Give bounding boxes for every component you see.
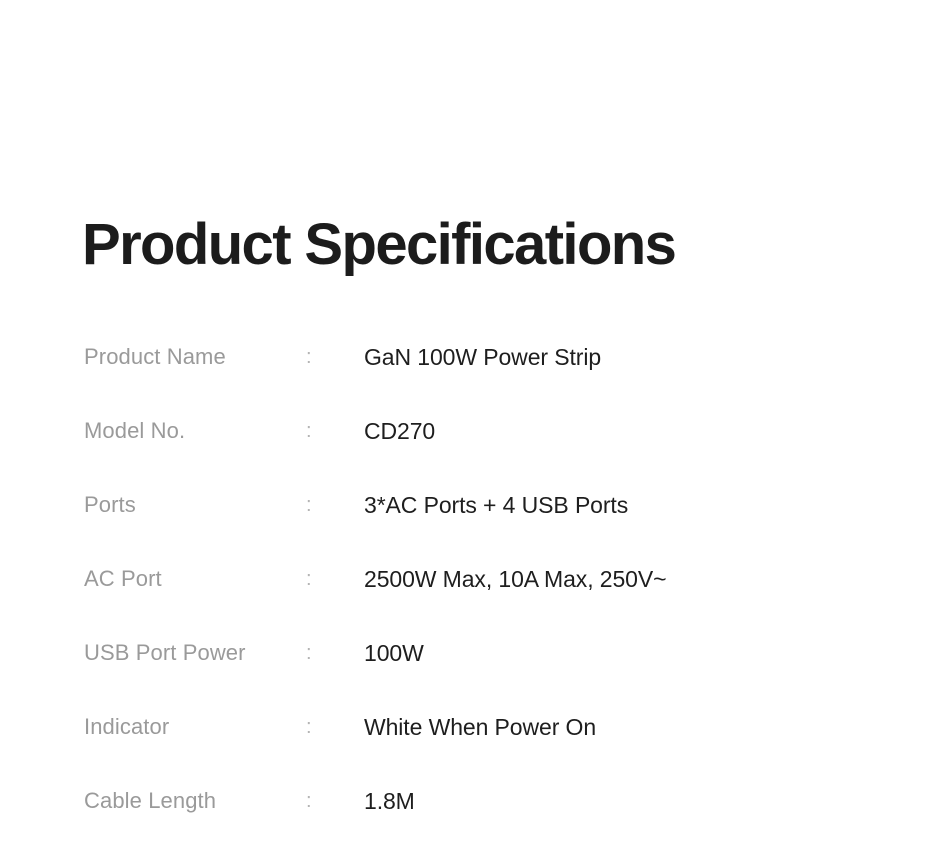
table-row bbox=[84, 616, 884, 690]
table-row bbox=[84, 542, 884, 616]
table-row bbox=[84, 468, 884, 542]
page-title: Product Specifications bbox=[82, 211, 676, 277]
spec-value-model-no: CD270 bbox=[364, 417, 436, 444]
specifications-table bbox=[84, 320, 884, 838]
spec-separator: : bbox=[306, 493, 312, 516]
spec-value-indicator: White When Power On bbox=[364, 713, 597, 740]
spec-label-indicator: Indicator bbox=[84, 714, 170, 739]
table-row bbox=[84, 690, 884, 764]
spec-value-ac-port: 2500W Max, 10A Max, 250V~ bbox=[364, 565, 667, 592]
spec-separator: : bbox=[306, 345, 312, 368]
spec-separator: : bbox=[306, 567, 312, 590]
specifications-table-body bbox=[84, 320, 884, 838]
spec-separator: : bbox=[306, 715, 312, 738]
spec-label-cable-length: Cable Length bbox=[84, 788, 217, 813]
spec-label-ac-port: AC Port bbox=[84, 566, 162, 591]
spec-separator: : bbox=[306, 641, 312, 664]
spec-value-cable-length: 1.8M bbox=[364, 787, 415, 814]
spec-separator: : bbox=[306, 789, 312, 812]
spec-value-ports: 3*AC Ports + 4 USB Ports bbox=[364, 491, 629, 518]
spec-value-usb-port-power: 100W bbox=[364, 639, 424, 666]
spec-label-usb-port-power: USB Port Power bbox=[84, 640, 246, 665]
spec-value-product-name: GaN 100W Power Strip bbox=[364, 343, 602, 370]
table-row bbox=[84, 394, 884, 468]
spec-label-ports: Ports bbox=[84, 492, 136, 517]
table-row bbox=[84, 320, 884, 394]
table-row bbox=[84, 764, 884, 838]
spec-label-model-no: Model No. bbox=[84, 418, 186, 443]
spec-separator: : bbox=[306, 419, 312, 442]
spec-label-product-name: Product Name bbox=[84, 344, 226, 369]
